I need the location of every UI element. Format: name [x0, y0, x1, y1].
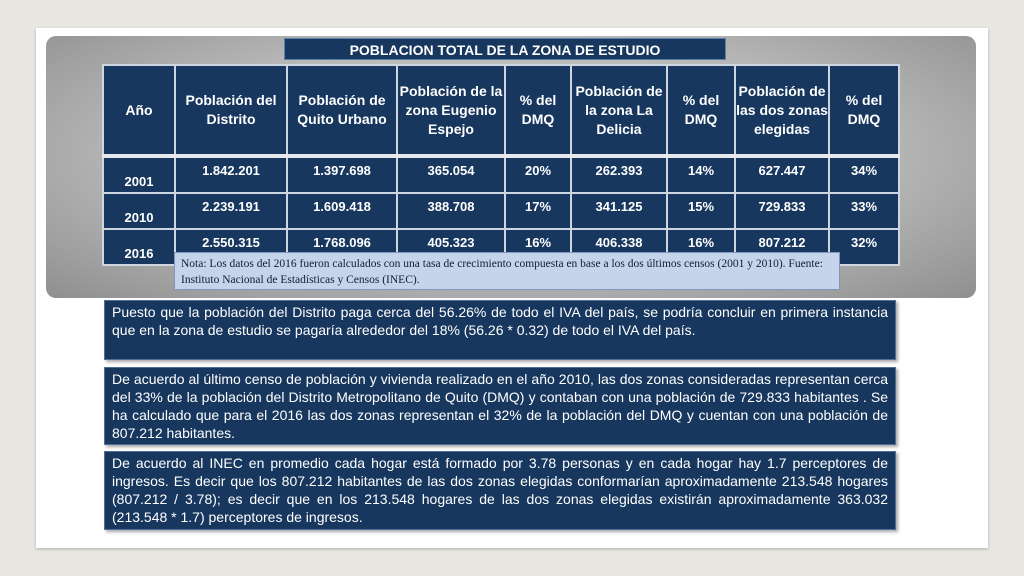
cell-district-population: 2.239.191 [175, 193, 287, 229]
cell-year: 2010 [103, 193, 175, 229]
header-eugenio-espejo-percent: % del DMQ [505, 65, 571, 156]
cell-quito-urban-population: 1.609.418 [287, 193, 397, 229]
header-quito-urban-population: Población de Quito Urbano [287, 65, 397, 156]
header-eugenio-espejo-population: Población de la zona Eugenio Espejo [397, 65, 505, 156]
cell-quito-urban-population: 1.768.096 [287, 229, 397, 265]
cell-la-delicia-population: 406.338 [571, 229, 667, 265]
table-title: POBLACION TOTAL DE LA ZONA DE ESTUDIO [284, 38, 726, 60]
cell-year: 2001 [103, 156, 175, 193]
cell-two-zones-percent: 33% [829, 193, 899, 229]
paragraph-iva: Puesto que la población del Distrito paga cerca del 56.26% de todo el IVA del país, se podría concluir en primera instancia que en la zona de estudio se pagaría alrededor del 18% (56.26 * 0.32) de todo el IVA del país. [104, 300, 896, 360]
cell-two-zones-population: 627.447 [735, 156, 829, 193]
cell-two-zones-population: 807.212 [735, 229, 829, 265]
cell-quito-urban-population: 1.397.698 [287, 156, 397, 193]
cell-la-delicia-percent: 14% [667, 156, 735, 193]
cell-eugenio-espejo-percent: 16% [505, 229, 571, 265]
header-la-delicia-percent: % del DMQ [667, 65, 735, 156]
header-two-zones-percent: % del DMQ [829, 65, 899, 156]
header-year: Año [103, 65, 175, 156]
cell-la-delicia-population: 341.125 [571, 193, 667, 229]
paragraph-households: De acuerdo al INEC en promedio cada hogar está formado por 3.78 personas y en cada hogar hay 1.7 perceptores de ingresos. Es decir que los 807.212 habitantes de las dos zonas elegidas conformarían aproximadamente 213.548 hogares (807.212 / 3.78); es decir que en los 213.548 hogares de las dos zonas elegidas existirán aproximadamente 363.032 (213.548 * 1.7) perceptores de ingresos. [104, 451, 896, 530]
cell-two-zones-percent: 32% [829, 229, 899, 265]
cell-eugenio-espejo-percent: 20% [505, 156, 571, 193]
cell-two-zones-population: 729.833 [735, 193, 829, 229]
table-row [103, 156, 899, 193]
cell-eugenio-espejo-percent: 17% [505, 193, 571, 229]
cell-la-delicia-percent: 15% [667, 193, 735, 229]
cell-eugenio-espejo-population: 388.708 [397, 193, 505, 229]
paragraph-census: De acuerdo al último censo de población y vivienda realizado en el año 2010, las dos zonas consideradas representan cerca del 33% de la población del Distrito Metropolitano de Quito (DMQ) y contaban con una población de 729.833 habitantes . Se ha calculado que para el 2016 las dos zonas representan el 32% de la población del DMQ y cuentan con una población de 807.212 habitantes. [104, 367, 896, 445]
cell-district-population: 2.550.315 [175, 229, 287, 265]
header-district-population: Población del Distrito [175, 65, 287, 156]
cell-two-zones-percent: 34% [829, 156, 899, 193]
cell-district-population: 1.842.201 [175, 156, 287, 193]
cell-eugenio-espejo-population: 365.054 [397, 156, 505, 193]
cell-la-delicia-population: 262.393 [571, 156, 667, 193]
population-table [102, 64, 900, 266]
header-la-delicia-population: Población de la zona La Delicia [571, 65, 667, 156]
cell-eugenio-espejo-population: 405.323 [397, 229, 505, 265]
cell-year: 2016 [103, 229, 175, 265]
table-note: Nota: Los datos del 2016 fueron calculados con una tasa de crecimiento compuesta en base a los dos últimos censos (2001 y 2010). Fuente: Instituto Nacional de Estadísticas y Censos (INEC). [174, 252, 840, 290]
table-header-row [103, 65, 899, 156]
header-two-zones-population: Población de las dos zonas elegidas [735, 65, 829, 156]
table-row [103, 193, 899, 229]
cell-la-delicia-percent: 16% [667, 229, 735, 265]
